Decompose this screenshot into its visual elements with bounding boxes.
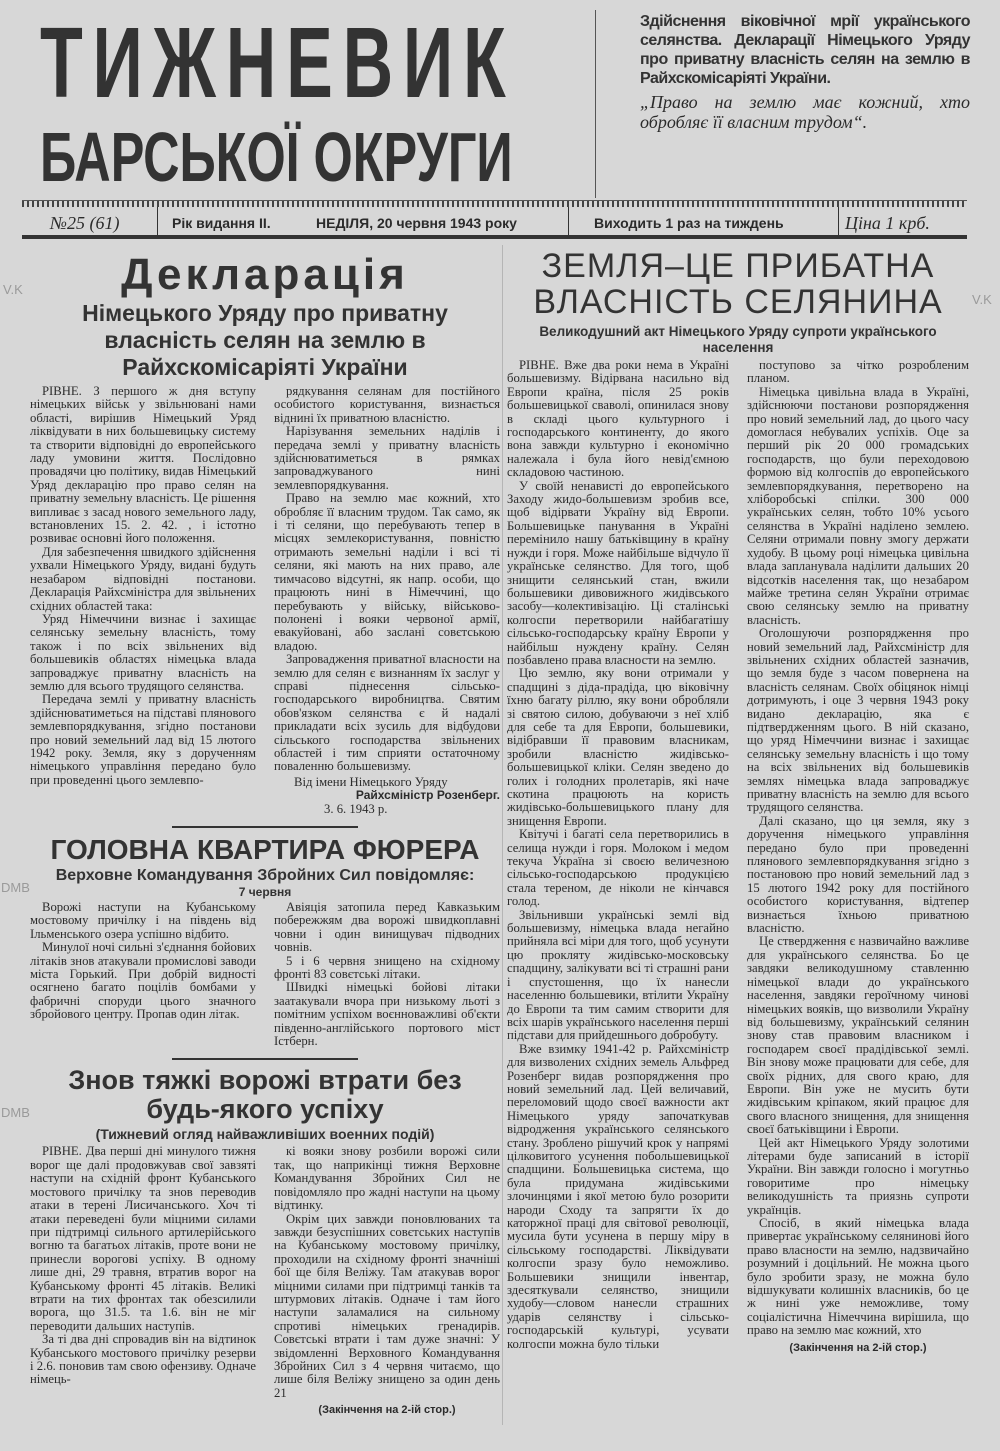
losses-subtitle: (Тижневий огляд найважливіших военних подій) xyxy=(95,1126,435,1143)
pencil-mark: V.K xyxy=(3,282,23,297)
pencil-mark: V.K xyxy=(972,292,992,307)
info-separator xyxy=(838,207,839,237)
signature-line: Від імени Німецького Уряду xyxy=(294,774,448,789)
declaration-column-1 xyxy=(30,385,256,816)
paragraph: Запровадження приватної власности на землю для селян є визнанням їх заслуг у справі піднесення сільсько-господарського виробництва. Святим обов'язком селянства є й надалі прикладати всіх зусиль для відбудови сільського господарства звільнених областей і тим сприяти остаточному поваленню большевизму. xyxy=(274,652,500,774)
paragraph: Цю землю, яку вони отримали у спадщині з діда-прадіда, цю віковічну їхню багату ріллю, яку вони обробляли зі святою силою, добуваючи з неї хліб для себе та для Европи, большевики, відібравши її правовим власникам, зробили власністю жидівсько-большевицької кліки. Селян зведено до голих і голодних пролетарів, які наче скотина працюють на користь жидівсько-большевицького плану для знищення Европи. xyxy=(507,666,729,828)
land-columns xyxy=(507,359,969,1355)
declaration-signature xyxy=(274,776,500,816)
paragraph: Вже взимку 1941-42 р. Райхсміністр для визволених східних земель Альфред Розенберг видав розпорядження про новий земельний лад. Цей величавий, переломовий щодо своєї важности акт Німецького уряду започаткував відродження українського селянського стану. Зроблено рішучий крок у напрямі цілковитого усунення побольшевицької спадщини. Большевицька система, що була придумана жидівськими злочинцями і якої метою було розорити народи Сходу та запрягти їх до каторжної праці для світової революції, мусила бути усунена в першу міру в сільському господарстві. Ліквідувати колгоспи зразу було неможливо. Большевики знищили інвентар, здесяткували селянство, знищили худобу—словом нанесли страшних ударів селянству і сільсько-господарській культурі, усувати колгоспи можна було тільки xyxy=(507,1041,729,1351)
hq-title: ГОЛОВНА КВАРТИРА ФЮРЕРА xyxy=(50,834,480,865)
masthead-lead-block xyxy=(640,12,970,132)
wavy-rule xyxy=(22,200,967,207)
paragraph: Право на землю має кожний, хто обробляє її власним трудом. Так само, як і ті селяни, що перебувають тепер в місцях землекористування, повністю отримають земельні наділи і всі ті селяни, які мають на них право, але тимчасово відсутні, як напр. особи, що працюють нині в Німеччині, що перебувають у війську, військово-полонені і вояки червоної армії, евакуйовані, або заслані совєтською владою. xyxy=(274,491,500,653)
paragraph: За ті два дні спровадив він на відтинок Кубанського мостового причілку резерви і 2.6. поновив там свою офензиву. Одначе німець- xyxy=(30,1332,256,1387)
masthead-lead: Здійснення віковічної мрії українського селянства. Декларації Німецького Уряду про приватну власність селян на землю в Райхскомісаріяті України. xyxy=(640,13,970,87)
paragraph: Звільнивши українські землі від большевизму, німецька влада негайно прийняла всі міри для того, щоб усунути цю прокляту жидівсько-московську спадщину, залікувати всі ті страшні рани і спустошення, що їх нанесли населенню большевики, втілити Україну до Европи та тим самим створити для всіх шарів українського населення перші підстави для прийдешнього добробуту. xyxy=(507,907,729,1043)
paragraph: Німецька цивільна влада в Україні, здійснюючи постанови розпорядження про новий земельний лад, до цього часу домоглася небувалих успіхів. Оце за перший рік 20 000 громадських господарств, що були переходовою формою від колгоспів до европейського землевпорядкування, перетворено на хліборобські спілки. 300 000 українських селян, тобто 10% усього селянства в Україні наділено землею. Селяни отримали повну змогу держати худобу. В цьому році німецька цивільна влада запланувала наділити дальших 20 відсотків населення так, що незабаром майже третина селян України отримає свою селянську землю на приватну власність. xyxy=(747,384,969,627)
losses-title: Знов тяжкі ворожі втрати без будь-якого успіху xyxy=(68,1065,462,1125)
paragraph: Далі сказано, що ця земля, яку з доручення німецького управління передано було при проведенні плянового землевпорядкування згідно з постановою про новий земельний лад з 15 лютого 1942 року для постійного особистого користування, відтепер визнається їхньою приватною власністю. xyxy=(747,813,969,936)
masthead-title-line1: ТИЖНЕВИК xyxy=(40,7,516,119)
paragraph: Квітучі і багаті села перетворились в селища нужди і горя. Молоком і медом текуча Україна зі своєю величезною сільсько-господарською продукцією стала тереном, де ніколи не кінчався голод. xyxy=(507,827,729,909)
land-title: ЗЕМЛЯ–ЦЕ ПРИБАТНА ВЛАСНІСТЬ СЕЛЯНИНА xyxy=(533,247,943,321)
signature-date: 3. 6. 1943 р. xyxy=(324,801,388,816)
column-rule xyxy=(502,245,503,1425)
paragraph: Минулої ночі сильні з'єднання бойових літаків знов атакували промислові заводи міста Горький. При добрій видності осягнено багато поцілів бомбами у фабричні споруди цього значного збройового центру. Пропав один літак. xyxy=(30,940,256,1022)
paragraph: Ворожі наступи на Кубанському мостовому причілку і на південь від Ільменського озера успішно відбито. xyxy=(30,900,256,941)
hq-column-2 xyxy=(274,901,500,1048)
paragraph: Оголошуючи розпорядження про новий земельний лад, Райхсміністр для звільнених східних областей зазначив, що земля буде з часом повернена на власність селянам. Своїх обіцянок німці дотримують, і оце 3 червня 1943 року видано декларацію, яка є підтвердженням цього. В ній сказано, що уряд Німеччини визнає і захищає селянську земельну власність і що тому на всіх звільнених від большевиків землях німецька влада запроваджує приватну власність на землю для всього трудящого селянства. xyxy=(747,626,969,815)
price: Ціна 1 крб. xyxy=(845,213,930,233)
publication-frequency: Виходить 1 раз на тиждень xyxy=(594,215,784,231)
paragraph: Цей акт Німецького Уряду золотими літерами буде записаний в історії України. Він завжди голосно і могутньо говоритиме про німецьку великодушність та приязнь супроти українців. xyxy=(747,1135,969,1217)
section-divider xyxy=(172,1058,358,1060)
info-separator xyxy=(568,207,569,237)
losses-column-1 xyxy=(30,1145,256,1417)
paragraph: Для забезпечення швидкого здійснення ухвали Німецького Уряду, видані будуть незабаром відповідні постанови. Декларація Райхсміністра для звільнених східних областей така: xyxy=(30,544,256,613)
paragraph: У своїй ненависті до европейського Заходу жидо-большевизм зробив все, щоб відірвати Україну від Европи. Большевицьке панування в Україні перемінило нашу батьківщину в країну нужди і горя. Може найбільше відчуло її українське селянство. Для того, щоб знищити селянський стан, вжили большевики дивовижного жидівського засобу—колективізацію. Ці сталінські колгоспи перетворили найбагатішу сільсько-господарську країну Европи у найбільш нуждену країну. Селян позбавлено права власности на землю. xyxy=(507,478,729,667)
hq-column-1 xyxy=(30,901,256,1048)
hq-date: 7 червня xyxy=(238,885,292,899)
declaration-title: Декларація xyxy=(121,250,409,299)
hq-subtitle: Верховне Командування Збройних Сил повідомляє: xyxy=(55,867,475,884)
masthead-quote: „Право на землю має кожний, хто обробляє її власним трудом“. xyxy=(640,92,970,132)
info-separator xyxy=(157,207,158,237)
land-subtitle: Великодушний акт Німецького Уряду супроти українського населення xyxy=(539,324,937,355)
paragraph: поступово за чітко розробленим планом. xyxy=(747,358,969,386)
paragraph: РІВНЕ. Два перші дні минулого тижня ворог ще далі продовжував свої завзяті наступи на східній фронт Кубанського мостового причілку та знов переводив атаки в терені Лисичанського. Хоч ті атаки переведені були міцними силами при підтримці сильного артилерійського вогню та багатьох літаків, проте вони не принесли ворогові успіху. В одному лише дні, 29 травня, втратив ворог на Кубанському фронті 45 літаків. Великі втрати на тих фронтах так обезсилили ворога, що 31.5. та 1.6. він не міг переводити дальших наступів. xyxy=(30,1144,256,1333)
paragraph: Окрім цих завжди поновлюваних та завжди безуспішних совєтських наступів на Кубанському мостовому причілку, проходили на східному фронті значніші бої ще біля Веліжу. Там атакував ворог міцними силами при підтримці танків та штурмових літаків. Одначе і там його наступи заламалися на сильному спротиві німецьких гренадирів. Совєтські втрати і там дуже значні: У звідомленні Верховного Командування Збройних Сил з 4 червня читаємо, що лише біля Веліжу знищено за один день 21 xyxy=(274,1211,500,1400)
section-divider xyxy=(172,826,358,828)
publication-year: Рік видання II. xyxy=(172,215,271,231)
paragraph: 5 і 6 червня знищено на східному фронті 83 совєтські літаки. xyxy=(274,953,500,982)
issue-number: №25 (61) xyxy=(50,213,120,233)
paragraph: Авіяція затопила перед Кавказьким побережжям два ворожі швидкоплавні човни і один винищувач підводних човнів. xyxy=(274,900,500,955)
continued-note: (Закінчення на 2-ій стор.) xyxy=(789,1341,927,1354)
pencil-mark: DMB xyxy=(1,1105,30,1120)
land-column-2 xyxy=(747,359,969,1355)
masthead-title-line2: БАРСЬКОЇ ОКРУГИ xyxy=(40,118,513,196)
signature-name: Райхсміністр Розенберг. xyxy=(355,788,500,803)
right-half xyxy=(507,248,969,1355)
paragraph: Передача землі у приватну власність здійснюватиметься на підставі плянового землевпорядкування, згідно постанови про новий земельний лад від 15 лютого 1942 року. Земля, яку з дорученням німецького управління передано було при проведенні цього землевпо- xyxy=(30,692,256,787)
losses-columns xyxy=(30,1145,500,1417)
declaration-columns xyxy=(30,385,500,816)
declaration-column-2-body xyxy=(274,385,500,774)
masthead-bottom-rule xyxy=(22,235,967,239)
masthead-divider xyxy=(595,10,596,198)
land-column-1 xyxy=(507,359,729,1355)
issue-date: НЕДІЛЯ, 20 червня 1943 року xyxy=(316,215,517,231)
paragraph: Уряд Німеччини визнає і захищає селянську земельну власність, тому також і по всіх звільнених від большевиків областях німецька влада запроваджує приватну власність на землю для всього трудящого селянства. xyxy=(30,611,256,693)
paragraph: кі вояки знову розбили ворожі сили так, що наприкінці тижня Верховне Командування Збройних Сил не повідомляло про жадні наступи на цьому відтинку. xyxy=(274,1144,500,1213)
pencil-mark: DMB xyxy=(1,880,30,895)
paragraph: РІВНЕ. З першого ж дня вступу німецьких військ у звільнювані нами області, вирішив Німецький Уряд ліквідувати в них большевицьку систему та створити відповідні до европейського ладу умовини життя. Послідовно провадячи цю політику, видав Німецький Уряд декларацію про право селян на приватну земельну власність. Це рішення випливає з засад нового земельного ладу, встановлених 15. 2. 42. , і істотно розвиває основні його положення. xyxy=(30,384,256,546)
left-half xyxy=(30,250,500,1418)
paragraph: рядкування селянам для постійного особистого користування, визнається віднині їх приватною власністю. xyxy=(274,384,500,425)
paragraph: Швидкі німецькі бойові літаки заатакували вчора при низькому льоті з помітним успіхом воєнноважливі об'єкти південно-англійського портового міст Істберн. xyxy=(274,980,500,1049)
paragraph: РІВНЕ. Вже два роки нема в Україні большевизму. Відірвана насильно від Европи країна, після 25 років большевицької сваволі, опинилася знову в складі цього культурного і господарського континенту, до якого вона завжди культурно і економічно належала і була його невід'ємною складовою частиною. xyxy=(507,358,729,480)
paragraph: Нарізування земельних наділів і передача землі у приватну власність здійснюватиметься в рямках запроваджуваного нині землевпорядкування. xyxy=(274,424,500,492)
losses-column-2 xyxy=(274,1145,500,1417)
paragraph: Це ствердження є назвичайно важливе для українського селянства. Бо це завдяки великодушному ставленню німецької влади до українського населення, завдяки героїчному чинові німецьких вояків, що визволили Україну від большевизму, український селянин знову став правовим власником і господарем своєї прадідівської землі. Він знову може працювати для себе, для своїх рідних, для свого краю, для Европи. Він уже не мусить бути жидівським кріпаком, який працює для свого власного знищення, для знищення своєї батьківщини і Европи. xyxy=(747,934,969,1137)
declaration-column-2 xyxy=(274,385,500,816)
paragraph: Спосіб, в який німецька влада привертає українському селянинові його право власности на землю, надзвичайно розумний і доцільний. Не можна цього було зробити зразу, не можна було відшукувати колишніх власників, бо це ж нині уже неможливе, тому соціалістична Німеччина вирішила, що право на землю має кожний, хто xyxy=(747,1216,969,1338)
losses-column-2-body xyxy=(274,1145,500,1400)
hq-columns xyxy=(30,901,500,1048)
continued-note: (Закінчення на 2-ій стор.) xyxy=(318,1404,456,1417)
land-column-2-body xyxy=(747,359,969,1338)
declaration-subtitle: Німецького Уряду про приватну власність селян на землю в Райхскомісаріяті України xyxy=(82,300,448,380)
